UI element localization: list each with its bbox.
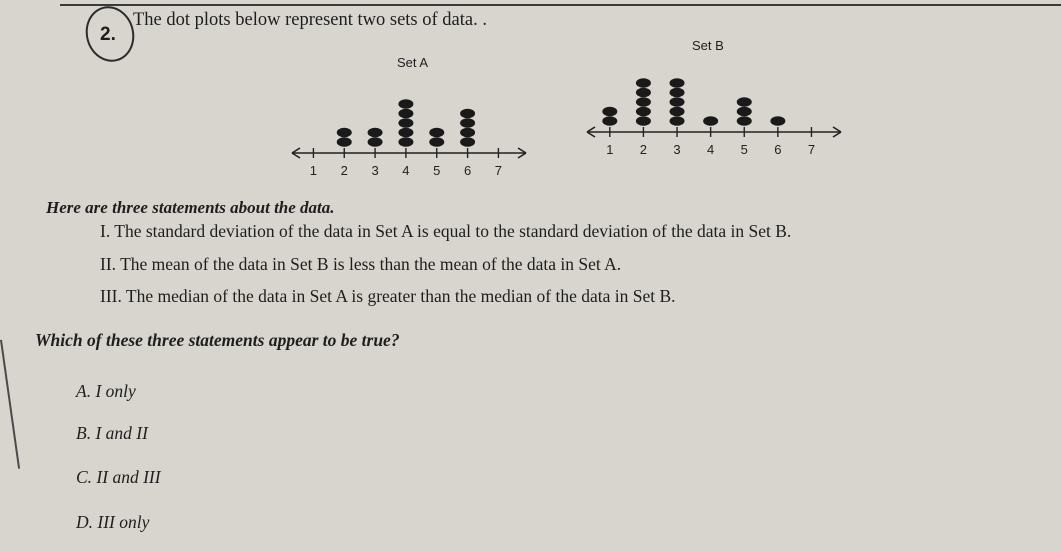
data-dot bbox=[670, 88, 685, 98]
statement-2: II. The mean of the data in Set B is less than the mean of the data in Set A. bbox=[100, 254, 622, 274]
choice-a[interactable]: A. I only bbox=[76, 381, 136, 401]
data-dot bbox=[398, 99, 413, 109]
data-dot bbox=[368, 128, 383, 138]
data-dot bbox=[737, 97, 752, 107]
data-dot bbox=[670, 116, 685, 126]
set-b-title: Set B bbox=[692, 38, 724, 53]
data-dot bbox=[460, 109, 475, 119]
data-dot bbox=[636, 97, 651, 107]
question-number: 2. bbox=[100, 24, 116, 45]
data-dot bbox=[460, 128, 475, 138]
set-b-dot-plot bbox=[585, 50, 855, 170]
tick-label: 1 bbox=[606, 142, 614, 157]
choice-c[interactable]: C. II and III bbox=[76, 467, 161, 487]
question-ask: Which of these three statements appear to be true? bbox=[35, 330, 400, 350]
tick-label: 2 bbox=[340, 163, 348, 178]
top-rule bbox=[60, 4, 1061, 6]
tick-label: 4 bbox=[402, 163, 410, 178]
left-margin-rule bbox=[0, 340, 20, 469]
set-a-dot-plot bbox=[280, 65, 540, 185]
tick-label: 5 bbox=[740, 142, 748, 157]
choice-b[interactable]: B. I and II bbox=[76, 423, 148, 443]
tick-label: 4 bbox=[707, 142, 715, 157]
data-dot bbox=[337, 137, 352, 147]
statements-heading: Here are three statements about the data. bbox=[46, 198, 335, 217]
data-dot bbox=[636, 107, 651, 117]
data-dot bbox=[636, 78, 651, 88]
tick-label: 7 bbox=[494, 163, 503, 178]
data-dot bbox=[636, 88, 651, 98]
data-dot bbox=[460, 118, 475, 128]
data-dot bbox=[460, 137, 475, 147]
data-dot bbox=[670, 78, 685, 88]
data-dot bbox=[703, 116, 718, 126]
data-dot bbox=[602, 116, 617, 126]
data-dot bbox=[770, 116, 785, 126]
data-dot bbox=[398, 137, 413, 147]
tick-label: 1 bbox=[309, 163, 318, 178]
tick-label: 3 bbox=[371, 163, 379, 178]
question-prompt: The dot plots below represent two sets of data. . bbox=[133, 10, 487, 30]
data-dot bbox=[398, 128, 413, 138]
statement-1: I. The standard deviation of the data in Set A is equal to the standard deviation of the data in Set B. bbox=[100, 221, 792, 241]
tick-label: 5 bbox=[433, 163, 441, 178]
data-dot bbox=[368, 137, 383, 147]
set-a-title: Set A bbox=[397, 55, 429, 70]
tick-label: 6 bbox=[463, 163, 472, 178]
tick-label: 3 bbox=[673, 142, 681, 157]
data-dot bbox=[429, 137, 444, 147]
data-dot bbox=[398, 109, 413, 119]
statement-3: III. The median of the data in Set A is greater than the median of the data in Set B. bbox=[100, 286, 676, 306]
tick-label: 2 bbox=[639, 142, 648, 157]
data-dot bbox=[670, 107, 685, 117]
data-dot bbox=[737, 116, 752, 126]
data-dot bbox=[636, 116, 651, 126]
tick-label: 6 bbox=[774, 142, 782, 157]
tick-label: 7 bbox=[807, 142, 816, 157]
data-dot bbox=[337, 128, 352, 138]
data-dot bbox=[398, 118, 413, 128]
data-dot bbox=[602, 107, 617, 117]
data-dot bbox=[670, 97, 685, 107]
data-dot bbox=[429, 128, 444, 138]
data-dot bbox=[737, 107, 752, 117]
choice-d[interactable]: D. III only bbox=[76, 512, 150, 532]
